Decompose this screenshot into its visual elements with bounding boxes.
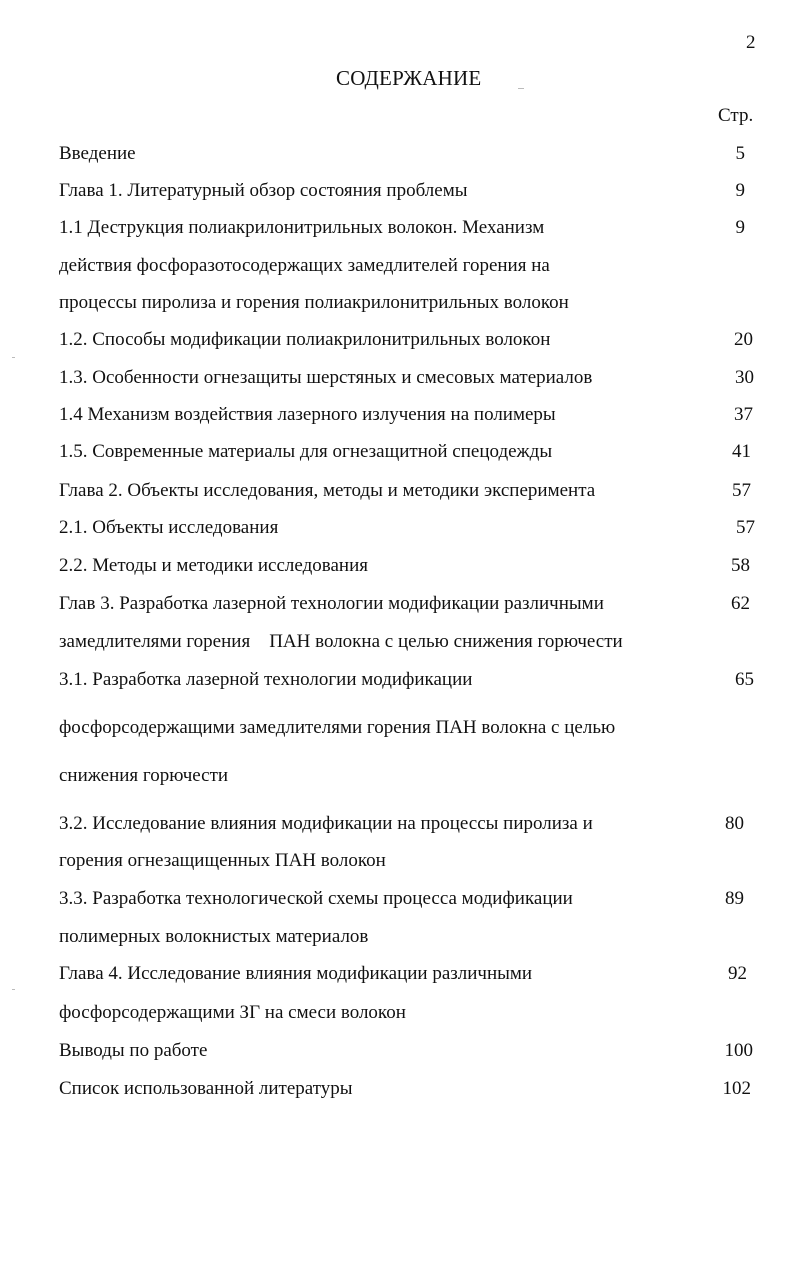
toc-entry-line: фосфорсодержащими ЗГ на смеси волокон xyxy=(59,1002,406,1023)
scan-speck xyxy=(518,88,524,89)
toc-entry-line: фосфорсодержащими замедлителями горения ПАН волокна с целью xyxy=(59,717,616,738)
toc-page-number: 62 xyxy=(731,593,750,614)
scan-speck xyxy=(12,357,15,358)
toc-entry-line: Глав 3. Разработка лазерной технологии модификации различными xyxy=(59,593,604,614)
page-column-header: Стр. xyxy=(718,105,754,126)
toc-page-number: 57 xyxy=(736,517,755,538)
toc-entry-line: Список использованной литературы xyxy=(59,1078,353,1099)
toc-entry-line: 2.2. Методы и методики исследования xyxy=(59,555,368,576)
scan-speck xyxy=(12,989,15,990)
toc-entry-line: 3.1. Разработка лазерной технологии модификации xyxy=(59,669,473,690)
toc-page-number: 100 xyxy=(724,1040,753,1061)
toc-entry-line: Выводы по работе xyxy=(59,1040,208,1061)
toc-page-number: 80 xyxy=(725,813,744,834)
toc-page-number: 89 xyxy=(725,888,744,909)
toc-page-number: 37 xyxy=(734,404,753,425)
toc-page-number: 65 xyxy=(735,669,754,690)
toc-page-number: 58 xyxy=(731,555,750,576)
toc-entry-line: 1.2. Способы модификации полиакрилонитрильных волокон xyxy=(59,329,551,350)
toc-entry-line: Введение xyxy=(59,143,136,164)
page-title: СОДЕРЖАНИЕ xyxy=(336,66,482,90)
toc-entry-line: снижения горючести xyxy=(59,765,229,786)
toc-entry-line: полимерных волокнистых материалов xyxy=(59,926,369,947)
toc-entry-line: 1.4 Механизм воздействия лазерного излучения на полимеры xyxy=(59,404,556,425)
toc-page-number: 102 xyxy=(722,1078,751,1099)
toc-entry-line: замедлителями горения ПАН волокна с целью снижения горючести xyxy=(59,631,623,652)
toc-entry-line: Глава 2. Объекты исследования, методы и методики эксперимента xyxy=(59,480,596,501)
toc-entry-line: процессы пиролиза и горения полиакрилонитрильных волокон xyxy=(59,292,569,313)
toc-entry-line: 1.1 Деструкция полиакрилонитрильных волокон. Механизм xyxy=(59,217,545,238)
toc-entry-line: 1.5. Современные материалы для огнезащитной спецодежды xyxy=(59,441,553,462)
toc-page-number: 9 xyxy=(735,180,745,201)
toc-page-number: 20 xyxy=(734,329,753,350)
toc-page-number: 5 xyxy=(735,143,745,164)
toc-page-number: 41 xyxy=(732,441,751,462)
toc-page-number: 92 xyxy=(728,963,747,984)
toc-entry-line: 1.3. Особенности огнезащиты шерстяных и смесовых материалов xyxy=(59,367,593,388)
toc-entry-line: 3.2. Исследование влияния модификации на процессы пиролиза и xyxy=(59,813,593,834)
toc-page-number: 30 xyxy=(735,367,754,388)
toc-entry-line: действия фосфоразотосодержащих замедлителей горения на xyxy=(59,255,550,276)
page-number: 2 xyxy=(746,32,756,53)
toc-entry-line: Глава 1. Литературный обзор состояния проблемы xyxy=(59,180,468,201)
toc-entry-line: 3.3. Разработка технологической схемы процесса модификации xyxy=(59,888,573,909)
toc-page-number: 57 xyxy=(732,480,751,501)
toc-entry-line: Глава 4. Исследование влияния модификации различными xyxy=(59,963,533,984)
toc-entry-line: 2.1. Объекты исследования xyxy=(59,517,279,538)
toc-entry-line: горения огнезащищенных ПАН волокон xyxy=(59,850,386,871)
toc-page-number: 9 xyxy=(735,217,745,238)
